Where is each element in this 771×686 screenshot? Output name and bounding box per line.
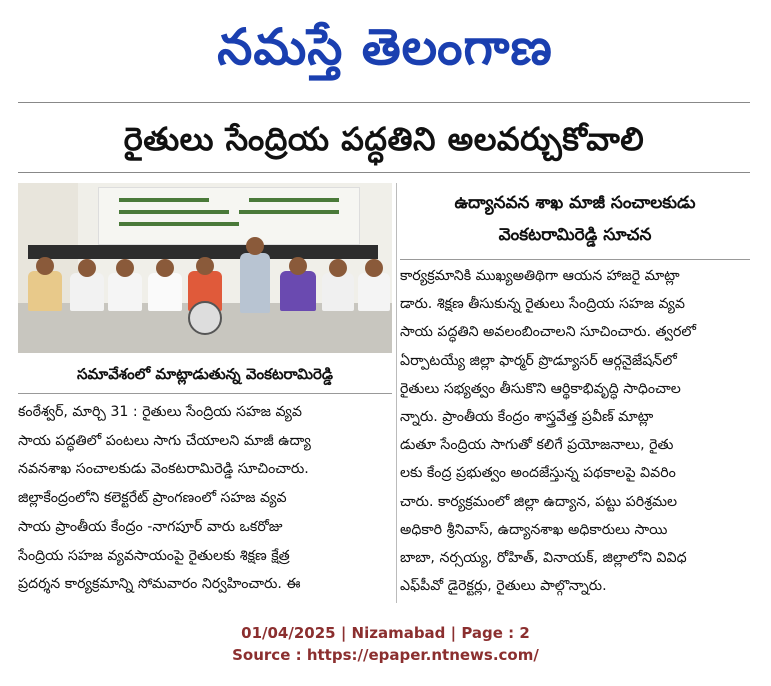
article-photo (18, 183, 392, 353)
subheadline-line-2: వెంకటరామిరెడ్డి సూచన (498, 225, 652, 245)
body-line: కంఠేశ్వర్, మార్చి 31 : రైతులు సేంద్రియ సహజ వ్యవ (18, 404, 302, 420)
body-line: న్నారు. ప్రాంతీయ కేంద్రం శాస్త్రవేత్త ప్రవీణ్ మాట్లా (400, 409, 654, 426)
body-line: సాయ పద్ధతిలో పంటలు సాగు చేయాలని మాజీ ఉద్యా (18, 432, 311, 449)
emblem-icon (188, 301, 222, 335)
column-divider (396, 183, 397, 603)
body-line: ఎఫ్‌పీవో డైరెక్టర్లు, రైతులు పాల్గొన్నారు. (400, 578, 607, 595)
body-line: సేంద్రియ సహజ వ్యవసాయంపై రైతులకు శిక్షణ క్షేత్ర (18, 547, 290, 564)
event-banner (98, 187, 360, 245)
body-line: బాబా, నర్సయ్య, రోహిత్, వినాయక్, జిల్లాలోని వివిధ (400, 550, 687, 567)
body-line: కార్యక్రమానికి ముఖ్యఅతిథిగా ఆయన హాజరై మాట్లా (400, 268, 680, 284)
body-line: డుతూ సేంద్రియ సాగుతో కలిగే ప్రయోజనాలు, రైతు (400, 437, 674, 454)
article-subheadline (400, 183, 750, 260)
article-headline: రైతులు సేంద్రియ పద్ధతిని అలవర్చుకోవాలి (123, 120, 645, 158)
newspaper-logo: నమస్తే తెలంగాణ (217, 18, 553, 76)
body-line: జిల్లాకేంద్రంలోని కలెక్టరేట్ ప్రాంగణంలో సహజ వ్యవ (18, 490, 287, 507)
body-line: డారు. శిక్షణ తీసుకున్న రైతులు సేంద్రియ సహజ వ్యవ (400, 296, 685, 313)
body-line: సాయ పద్ధతిని అవలంబించాలని సూచించారు. త్వరలో (400, 324, 697, 341)
body-line: ఏర్పాటయ్యే జిల్లా ఫార్మర్ ప్రొడ్యూసర్ ఆర్గనైజేషన్‌లో (400, 352, 677, 369)
body-line: లకు కేంద్ర ప్రభుత్వం అందజేస్తున్న పథకాలపై వివరిం (400, 465, 676, 482)
footer-meta: 01/04/2025 | Nizamabad | Page : 2 (241, 624, 530, 642)
body-line: చారు. కార్యక్రమంలో జిల్లా ఉద్యాన, పట్టు పరిశ్రమల (400, 493, 678, 510)
body-line: ప్రదర్శన కార్యక్రమాన్ని సోమవారం నిర్వహించారు. ఈ (18, 576, 301, 593)
body-line: రైతులు సభ్యత్వం తీసుకొని ఆర్థికాభివృద్ధి సాధించాల (400, 380, 681, 397)
body-line: అధికారి శ్రీనివాస్, ఉద్యానశాఖ అధికారులు సాయి (400, 521, 668, 538)
photo-caption: సమావేశంలో మాట్లాడుతున్న వెంకటరామిరెడ్డి (18, 355, 392, 394)
body-line: సాయ ప్రాంతీయ కేంద్రం -నాగపూర్ వారు ఒకరోజు (18, 518, 283, 535)
article-body-right (400, 262, 750, 600)
masthead (0, 0, 771, 98)
footer-source-link[interactable]: Source : https://epaper.ntnews.com/ (232, 646, 539, 664)
headline-divider (18, 172, 750, 173)
masthead-divider (18, 102, 750, 103)
body-line: నవనశాఖ సంచాలకుడు వెంకటరామిరెడ్డి సూచించారు. (18, 461, 309, 478)
article-body-left (18, 398, 392, 599)
subheadline-line-1: ఉద్యానవన శాఖ మాజీ సంచాలకుడు (454, 193, 696, 213)
